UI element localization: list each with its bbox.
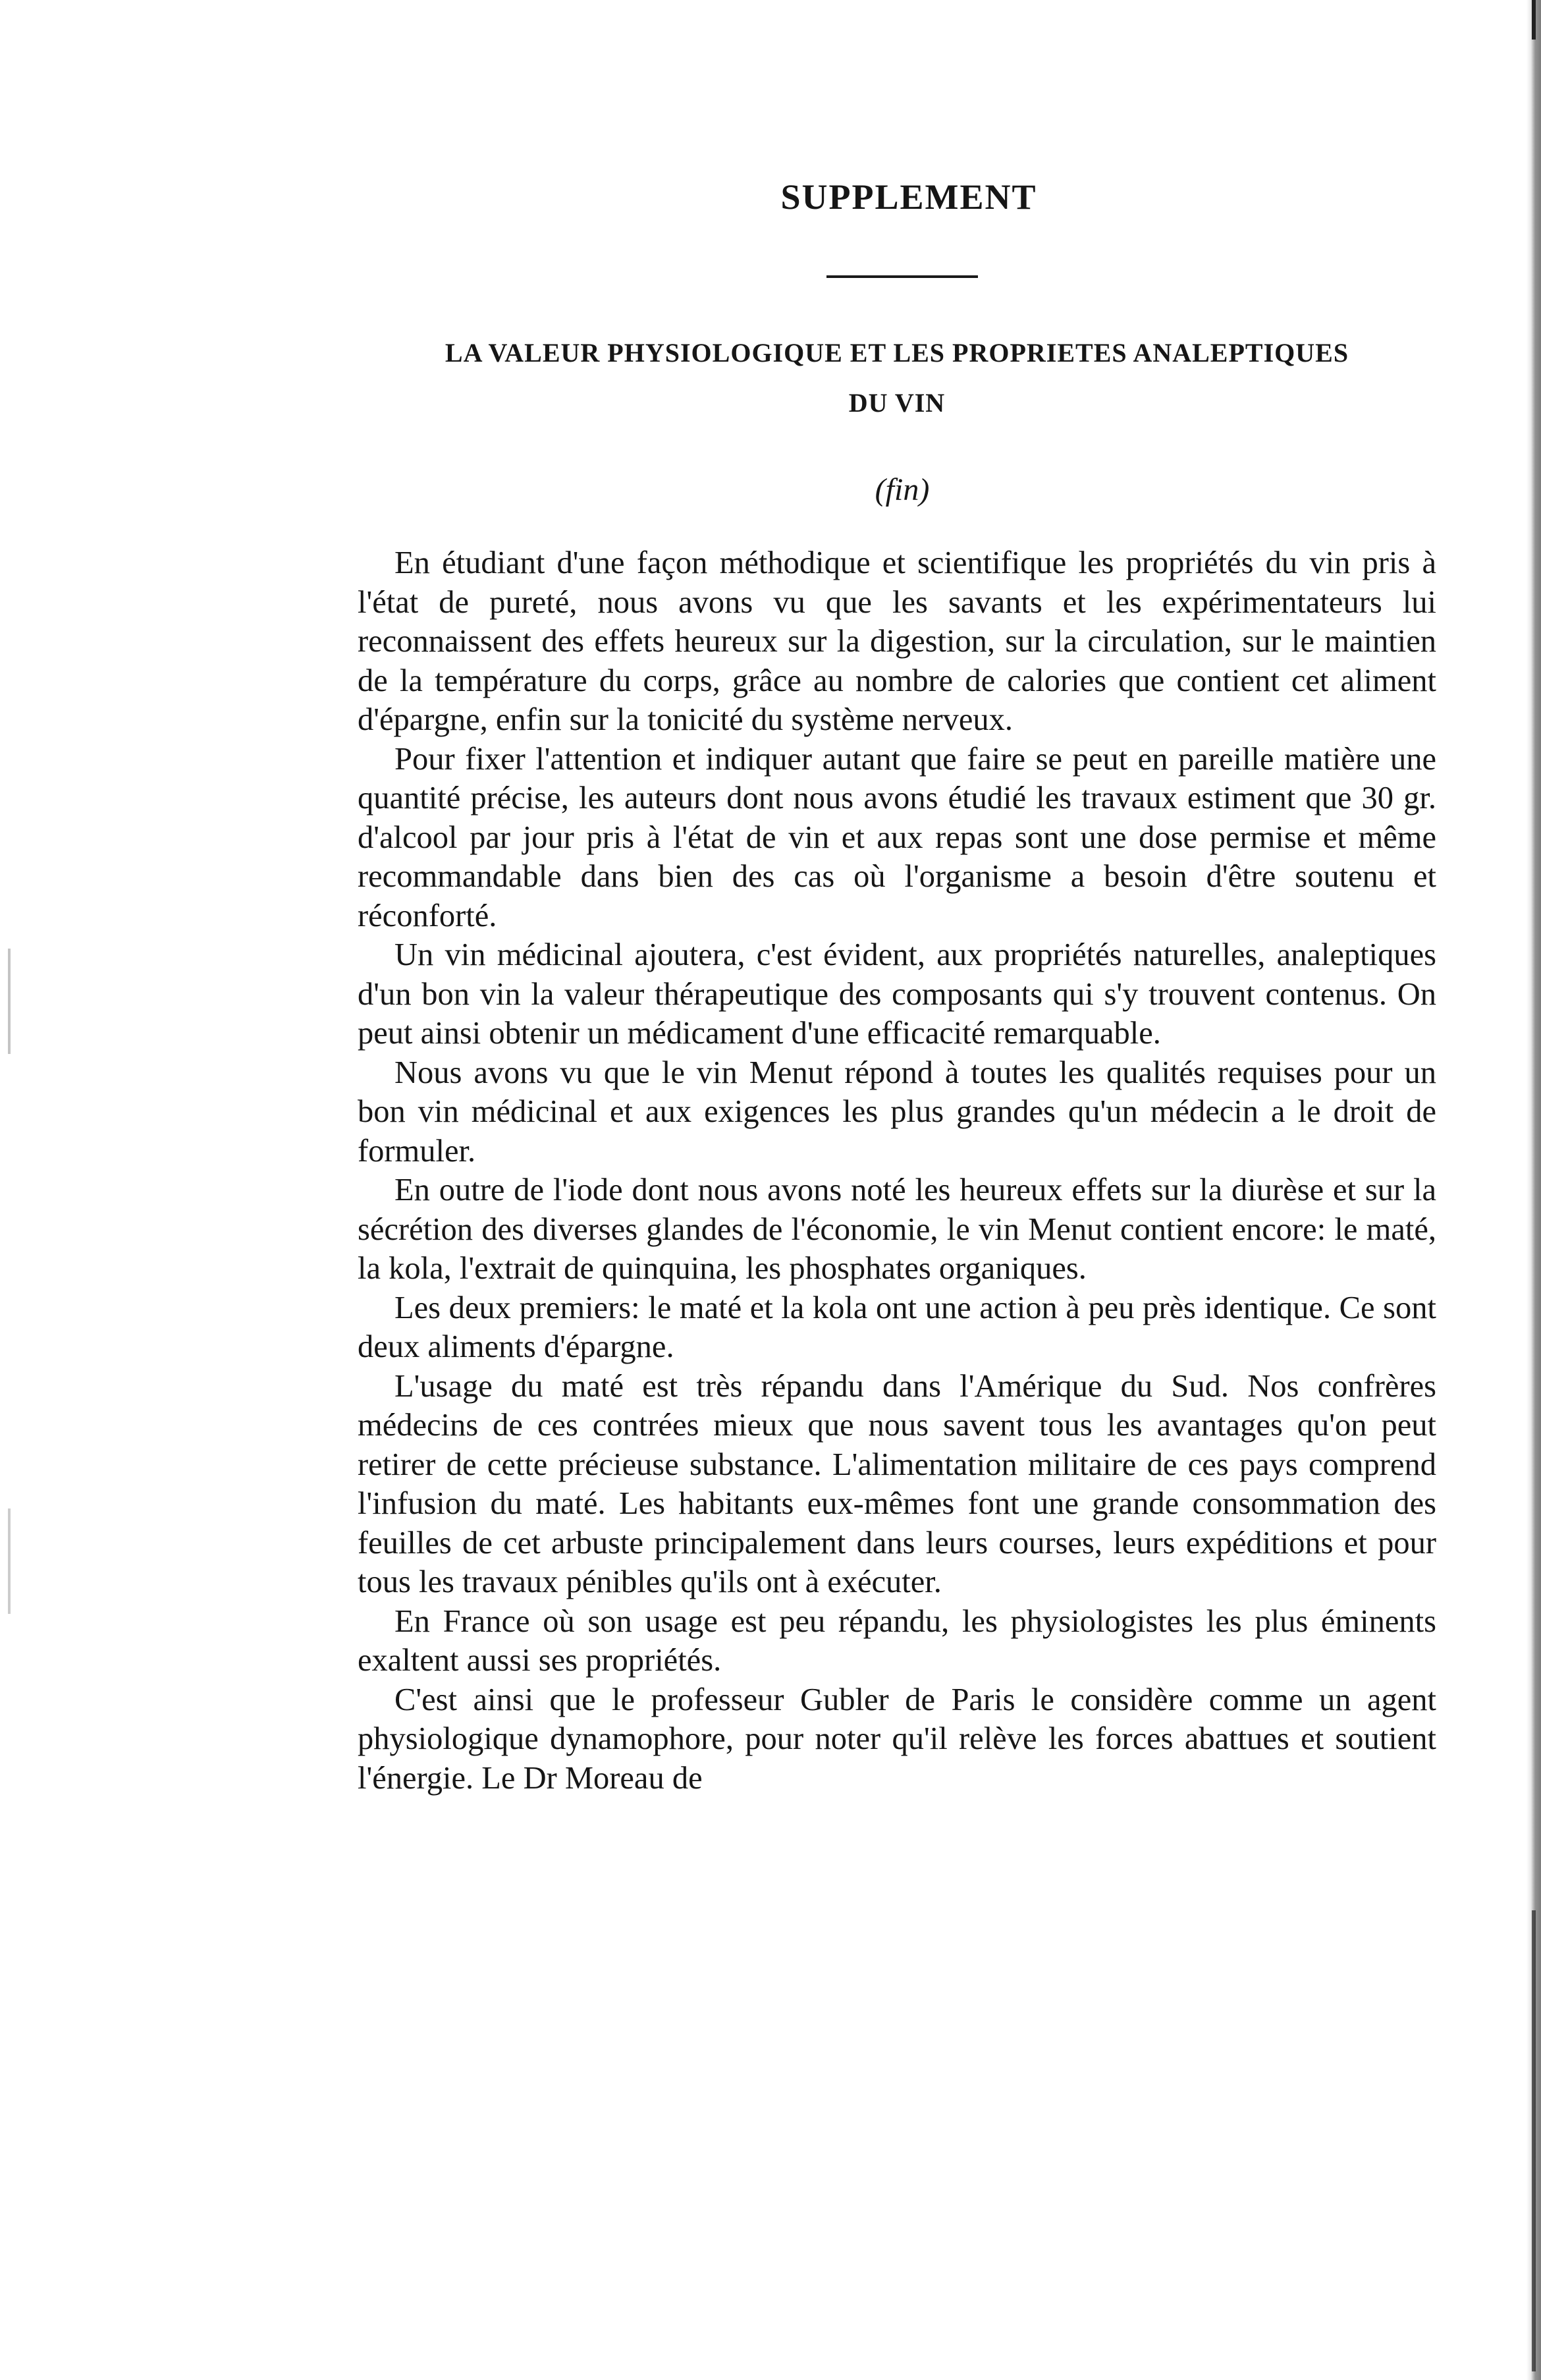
paragraph-7: L'usage du maté est très répandu dans l'Amérique du Sud. Nos confrères médecins de ces contrées mieux que nous savent tous les avantages qu'on peut retirer de cette précieuse substance. L'alimentation militaire de ces pays comprend l'infusion du maté. Les habitants eux-mêmes font une grande consommation des feuilles de cet arbuste principalement dans leurs courses, leurs expéditions et pour tous les travaux pénibles qu'ils ont à exécuter. (358, 1368, 1436, 1599)
continuation-label: (fin) (875, 472, 930, 507)
paragraph-3: Un vin médicinal ajoutera, c'est évident, aux propriétés naturelles, analeptiques d'un bon vin la valeur thérapeutique des composants qui s'y trouvent contenus. On peut ainsi obtenir un médicament d'une efficacité remarquable. (358, 937, 1436, 1051)
article-title-line-2: DU VIN (848, 388, 946, 418)
paragraph-1: En étudiant d'une façon méthodique et scientifique les propriétés du vin pris à l'état de pureté, nous avons vu que les savants et les expérimentateurs lui reconnaissent des effets heureux sur la digestion, sur la circulation, sur le maintien de la température du corps, grâce au nombre de calories que contient cet aliment d'épargne, enfin sur la tonicité du système nerveux. (358, 545, 1436, 737)
article-body (358, 543, 1436, 1798)
page-edge-mark (1532, 0, 1536, 40)
margin-speck (8, 949, 11, 1054)
paragraph-4: Nous avons vu que le vin Menut répond à toutes les qualités requises pour un bon vin médicinal et aux exigences les plus grandes qu'un médecin a le droit de formuler. (358, 1055, 1436, 1169)
title-divider (826, 275, 978, 278)
paragraph-8: En France où son usage est peu répandu, les physiologistes les plus éminents exaltent aussi ses propriétés. (358, 1603, 1436, 1678)
paragraph-2: Pour fixer l'attention et indiquer autant que faire se peut en pareille matière une quantité précise, les auteurs dont nous avons étudié les travaux estiment que 30 gr. d'alcool par jour pris à l'état de vin et aux repas sont une dose permise et même recommandable dans bien des cas où l'organisme a besoin d'être soutenu et réconforté. (358, 741, 1436, 933)
page-title: SUPPLEMENT (780, 177, 1037, 217)
paragraph-9: C'est ainsi que le professeur Gubler de Paris le considère comme un agent physiologique dynamophore, pour noter qu'il relève les forces abattues et soutient l'énergie. Le Dr Moreau de (358, 1682, 1436, 1796)
margin-speck (8, 1508, 11, 1614)
article-title-line-1: LA VALEUR PHYSIOLOGIQUE ET LES PROPRIETES ANALEPTIQUES (445, 338, 1349, 368)
page-edge-mark (1532, 1910, 1536, 2371)
paragraph-6: Les deux premiers: le maté et la kola ont une action à peu près identique. Ce sont deux aliments d'épargne. (358, 1290, 1436, 1364)
paragraph-5: En outre de l'iode dont nous avons noté les heureux effets sur la diurèse et sur la sécrétion des diverses glandes de l'économie, le vin Menut contient encore: le maté, la kola, l'extrait de quinquina, les phosphates organiques. (358, 1173, 1436, 1286)
